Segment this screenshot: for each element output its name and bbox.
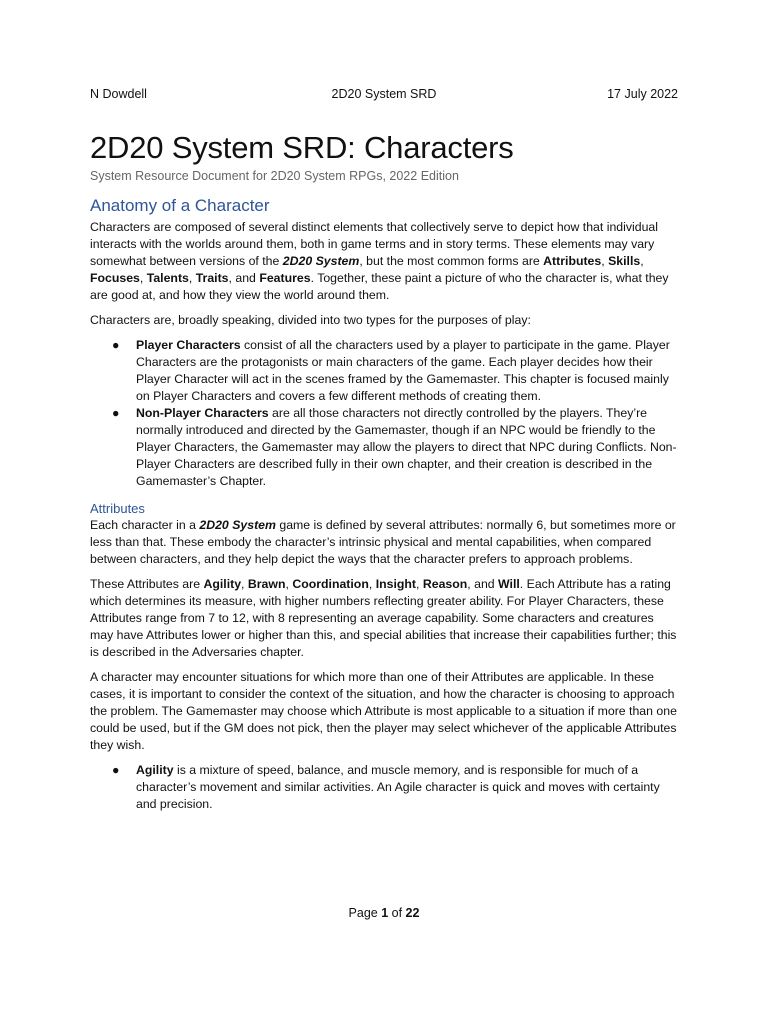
header-date: 17 July 2022 (607, 87, 678, 101)
document-title: 2D20 System SRD: Characters (90, 130, 514, 165)
attributes-paragraph-1: Each character in a 2D20 System game is defined by several attributes: normally 6, but sometimes more or less than that. These embody the character’s intrinsic physical and mental capabilities, when compared between characters, and they help depict the ways that the character prefers to approach problems. (90, 518, 676, 566)
section-heading-attributes: Attributes (90, 501, 145, 516)
document-subtitle: System Resource Document for 2D20 System RPGs, 2022 Edition (90, 169, 459, 183)
bullet-icon: ● (112, 763, 120, 777)
page-number-current: 1 (381, 906, 389, 920)
page-content (90, 128, 680, 821)
bullet-icon: ● (112, 338, 120, 352)
bullet-icon: ● (112, 406, 120, 420)
anatomy-paragraph-1: Characters are composed of several distinct elements that collectively serve to depict how that individual interacts with the worlds around them, both in game terms and in story terms. These elements may vary somewhat between versions of the 2D20 System, but the most common forms are Attributes, Skills, Focuses, Talents, Traits, and Features. Together, these paint a picture of who the character is, what they are good at, and how they view the world around them. (90, 220, 669, 302)
list-item: ● Player Characters consist of all the characters used by a player to participate in the game. Player Characters are the protagonists or main characters of the game. Each player decides how their Player Character will act in the scenes framed by the Gamemaster. This chapter is focused mainly on Player Characters and covers a few different methods of creating them. (112, 338, 670, 403)
attributes-paragraph-3: A character may encounter situations for which more than one of their Attributes are applicable. In these cases, it is important to consider the context of the situation, and how the character is choosing to approach the problem. The Gamemaster may choose which Attribute is most applicable to a situation if more than one could be used, but if the GM does not pick, then the player may select whichever of the applicable Attributes they wish. (90, 670, 677, 752)
attributes-paragraph-2: These Attributes are Agility, Brawn, Coordination, Insight, Reason, and Will. Each Attribute has a rating which determines its measure, with higher numbers reflecting greater ability. For Player Characters, these Attributes range from 7 to 12, with 8 representing an average capability. Some characters and creatures may have Attributes lower or higher than this, and special abilities that increase their capabilities further; this is described in the Adversaries chapter. (90, 577, 677, 659)
page-footer: Page 1 of 22 (348, 906, 420, 920)
header-author: N Dowdell (90, 87, 147, 101)
header-doc-title: 2D20 System SRD (331, 87, 437, 101)
list-item: ● Agility is a mixture of speed, balance, and muscle memory, and is responsible for much of a character’s movement and similar activities. An Agile character is quick and moves with certainty and precision. (112, 763, 660, 811)
section-heading-anatomy: Anatomy of a Character (90, 196, 270, 215)
list-item: ● Non-Player Characters are all those characters not directly controlled by the players. They’re normally introduced and directed by the Gamemaster, though if an NPC would be friendly to the Player Characters, the Gamemaster may allow the players to direct that NPC during Conflicts. Non-Player Characters are described fully in their own chapter, and their creation is described in the Gamemaster’s Chapter. (112, 406, 677, 488)
character-types-list (90, 337, 680, 490)
attribute-list (90, 762, 680, 813)
anatomy-paragraph-2: Characters are, broadly speaking, divided into two types for the purposes of play: (90, 313, 531, 327)
page-number-total: 22 (405, 906, 420, 920)
